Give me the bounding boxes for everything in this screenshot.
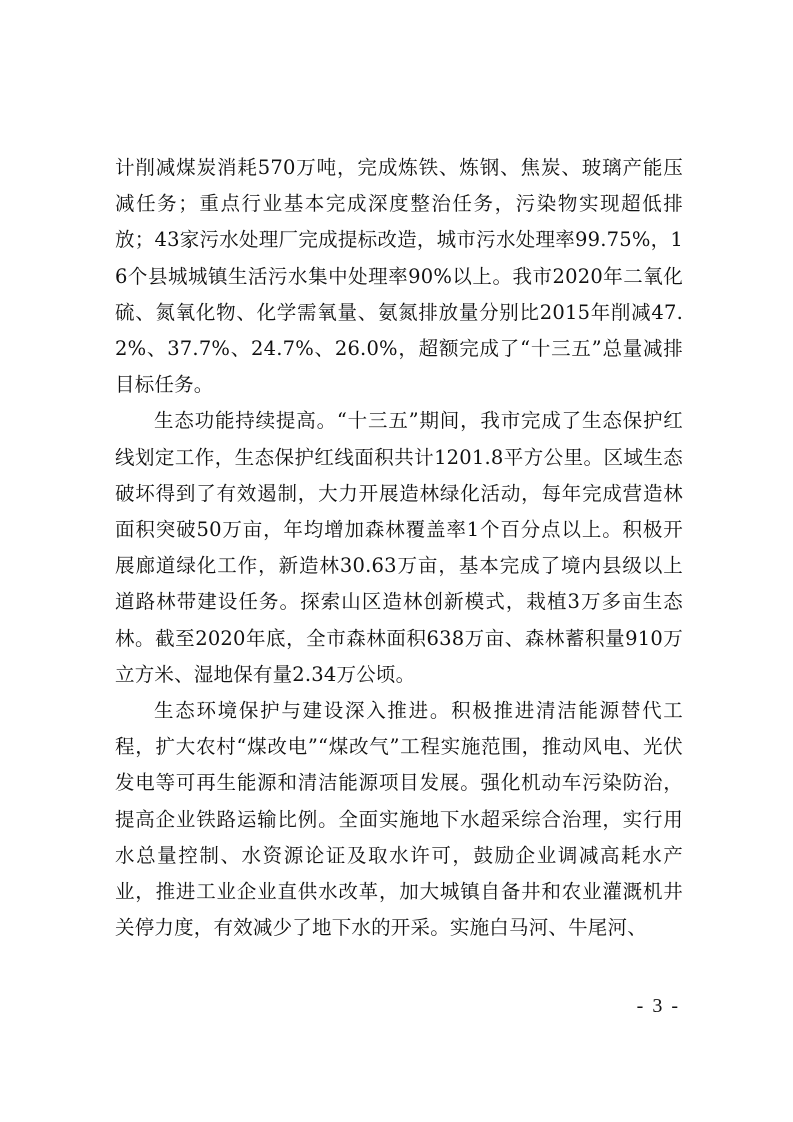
body-text xyxy=(115,150,683,946)
paragraph-ecological-function: 生态功能持续提高。“十三五”期间，我市完成了生态保护红线划定工作，生态保护红线面积共计1201.8平方公里。区域生态破坏得到了有效遏制，大力开展造林绿化活动，每年完成营造林面积突破50万亩，年均增加森林覆盖率1个百分点以上。积极开展廊道绿化工作，新造林30.63万亩，基本完成了境内县级以上道路林带建设任务。探索山区造林创新模式，栽植3万多亩生态林。截至2020年底，全市森林面积638万亩、森林蓄积量910万立方米、湿地保有量2.34万公顷。 xyxy=(115,409,683,686)
paragraph-environmental-protection: 生态环境保护与建设深入推进。积极推进清洁能源替代工程，扩大农村“煤改电”“煤改气”工程实施范围，推动风电、光伏发电等可再生能源和清洁能源项目发展。强化机动车污染防治，提高企业铁路运输比例。全面实施地下水超采综合治理，实行用水总量控制、水资源论证及取水许可，鼓励企业调减高耗水产业，推进工业企业直供水改革，加大城镇自备井和农业灌溉机井关停力度，有效减少了地下水的开采。实施白马河、牛尾河、 xyxy=(115,699,683,940)
page-number: - 3 - xyxy=(636,995,680,1017)
paragraph-emission-reduction: 计削减煤炭消耗570万吨，完成炼铁、炼钢、焦炭、玻璃产能压减任务；重点行业基本完成深度整治任务，污染物实现超低排放；43家污水处理厂完成提标改造，城市污水处理率99.75%，16个县城城镇生活污水集中处理率90%以上。我市2020年二氧化硫、氮氧化物、化学需氧量、氨氮排放量分别比2015年削减47.2%、37.7%、24.7%、26.0%，超额完成了“十三五”总量减排目标任务。 xyxy=(115,156,683,397)
